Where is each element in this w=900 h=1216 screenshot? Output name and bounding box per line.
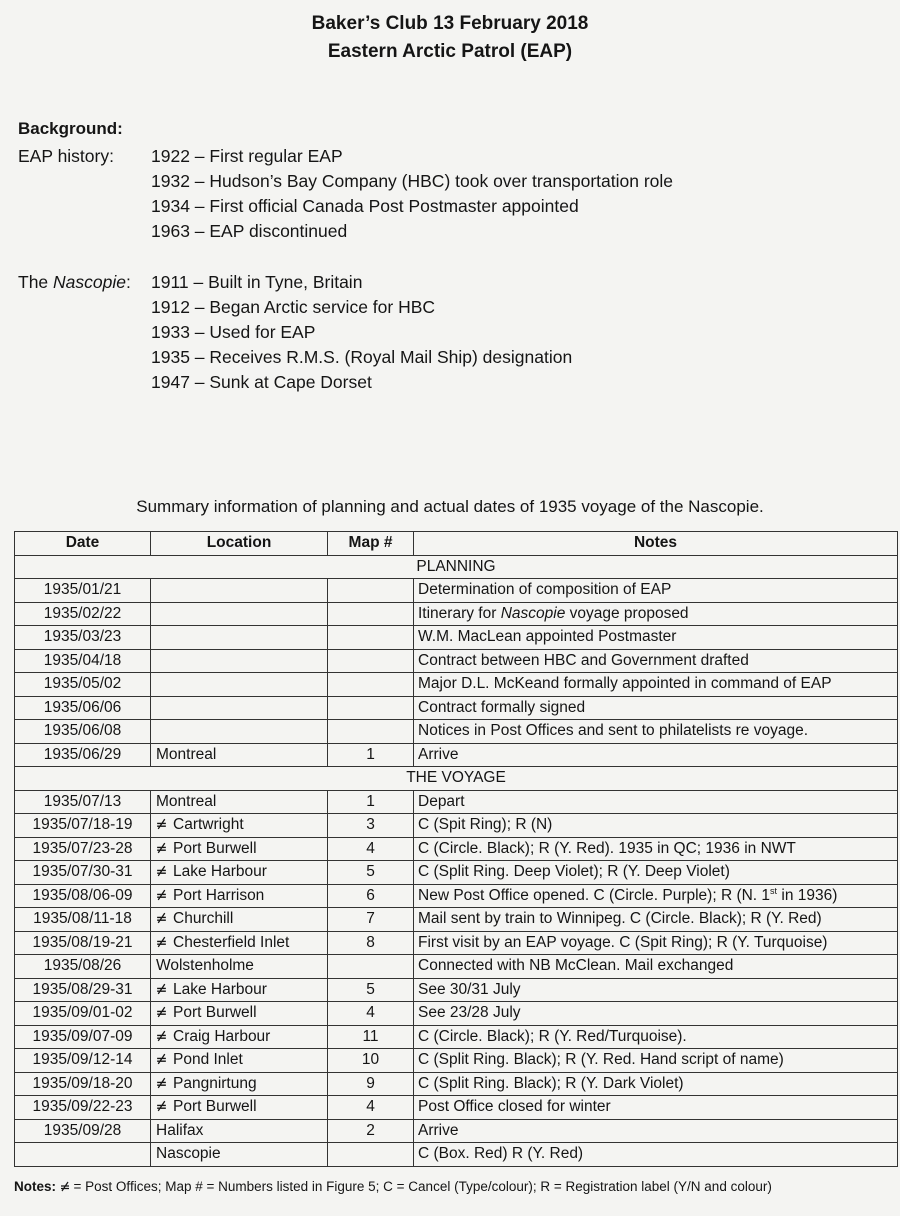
cell-notes: Determination of composition of EAP: [414, 579, 898, 603]
table-caption: Summary information of planning and actual dates of 1935 voyage of the Nascopie.: [136, 497, 764, 516]
cell-notes: W.M. MacLean appointed Postmaster: [414, 626, 898, 650]
cell-date: 1935/07/23-28: [15, 837, 151, 861]
cell-date: 1935/08/19-21: [15, 931, 151, 955]
table-row: [15, 1143, 898, 1167]
location-name: Lake Harbour: [173, 980, 267, 998]
cell-notes: C (Split Ring. Black); R (Y. Dark Violet): [414, 1072, 898, 1096]
cell-map-number: 4: [328, 837, 414, 861]
cell-date: 1935/09/01-02: [15, 1002, 151, 1026]
cell-notes: C (Split Ring. Deep Violet); R (Y. Deep Violet): [414, 861, 898, 885]
cell-notes: Post Office closed for winter: [414, 1096, 898, 1120]
cell-notes: See 30/31 July: [414, 978, 898, 1002]
table-row: [15, 626, 898, 650]
post-office-symbol-icon: [156, 934, 173, 952]
section-row: [15, 767, 898, 791]
cell-location: [151, 1096, 328, 1120]
cell-date: [15, 1143, 151, 1167]
cell-location: [151, 1049, 328, 1073]
cell-location: [151, 1119, 328, 1143]
location-name: Craig Harbour: [173, 1027, 271, 1045]
location-name: Nascopie: [156, 1145, 221, 1163]
table-row: [15, 790, 898, 814]
cell-location: [151, 720, 328, 744]
cell-date: 1935/07/30-31: [15, 861, 151, 885]
table-row: [15, 649, 898, 673]
cell-map-number: 1: [328, 743, 414, 767]
cell-notes: C (Box. Red) R (Y. Red): [414, 1143, 898, 1167]
post-office-symbol-icon: [60, 1179, 70, 1194]
table-row: [15, 673, 898, 697]
table-header-row: [15, 532, 898, 556]
cell-date: 1935/06/29: [15, 743, 151, 767]
notes-superscript: st: [770, 885, 778, 896]
cell-location: [151, 931, 328, 955]
cell-location: [151, 884, 328, 908]
location-name: Wolstenholme: [156, 957, 254, 975]
cell-date: 1935/08/26: [15, 955, 151, 979]
cell-date: 1935/08/29-31: [15, 978, 151, 1002]
location-name: Montreal: [156, 792, 217, 810]
cell-notes: Arrive: [414, 743, 898, 767]
cell-location: [151, 790, 328, 814]
cell-date: 1935/09/28: [15, 1119, 151, 1143]
cell-map-number: 9: [328, 1072, 414, 1096]
table-row: [15, 931, 898, 955]
cell-location: [151, 743, 328, 767]
cell-location: [151, 696, 328, 720]
cell-notes: Arrive: [414, 1119, 898, 1143]
nascopie-history-item: 1947 – Sunk at Cape Dorset: [151, 372, 372, 392]
location-name: Churchill: [173, 910, 234, 928]
cell-notes: Contract formally signed: [414, 696, 898, 720]
notes-text: New Post Office opened. C (Circle. Purple); R (N. 1: [418, 886, 771, 904]
notes-text: in 1936): [777, 886, 838, 904]
document-subtitle: Eastern Arctic Patrol (EAP): [327, 41, 573, 62]
cell-date: 1935/09/18-20: [15, 1072, 151, 1096]
cell-map-number: 1: [328, 790, 414, 814]
location-name: Chesterfield Inlet: [173, 933, 290, 951]
cell-location: [151, 1072, 328, 1096]
voyage-summary-table: [14, 531, 898, 1167]
cell-location: [151, 1143, 328, 1167]
nascopie-history-list: [151, 272, 572, 397]
cell-notes: [414, 884, 898, 908]
nascopie-label-suffix: :: [126, 272, 131, 292]
location-name: Port Burwell: [173, 1004, 257, 1022]
cell-location: [151, 861, 328, 885]
table-row: [15, 861, 898, 885]
table-row: [15, 1025, 898, 1049]
cell-location: [151, 908, 328, 932]
cell-map-number: 7: [328, 908, 414, 932]
cell-map-number: [328, 673, 414, 697]
nascopie-history-item: 1911 – Built in Tyne, Britain: [151, 272, 363, 292]
location-name: Montreal: [156, 745, 217, 763]
cell-date: 1935/07/13: [15, 790, 151, 814]
table-row: [15, 978, 898, 1002]
table-row: [15, 1096, 898, 1120]
eap-history-item: 1922 – First regular EAP: [151, 146, 343, 166]
cell-date: 1935/03/23: [15, 626, 151, 650]
cell-notes: C (Spit Ring); R (N): [414, 814, 898, 838]
location-name: Port Burwell: [173, 839, 257, 857]
cell-map-number: 2: [328, 1119, 414, 1143]
header-map: Map #: [328, 532, 414, 556]
cell-map-number: [328, 1143, 414, 1167]
location-name: Lake Harbour: [173, 863, 267, 881]
cell-map-number: 4: [328, 1096, 414, 1120]
cell-location: [151, 626, 328, 650]
cell-date: 1935/05/02: [15, 673, 151, 697]
table-row: [15, 743, 898, 767]
post-office-symbol-icon: [156, 910, 173, 928]
cell-date: 1935/09/22-23: [15, 1096, 151, 1120]
post-office-symbol-icon: [156, 1028, 173, 1046]
table-row: [15, 579, 898, 603]
cell-date: 1935/06/08: [15, 720, 151, 744]
location-name: Port Harrison: [173, 886, 265, 904]
table-row: [15, 1002, 898, 1026]
cell-map-number: 6: [328, 884, 414, 908]
table-row: [15, 720, 898, 744]
cell-date: 1935/02/22: [15, 602, 151, 626]
nascopie-history-label: [18, 272, 131, 293]
table-row: [15, 602, 898, 626]
eap-history-label: EAP history:: [18, 146, 114, 166]
notes-italic-text: Nascopie: [500, 604, 566, 622]
cell-map-number: [328, 649, 414, 673]
eap-history-item: 1934 – First official Canada Post Postmaster appointed: [151, 196, 579, 216]
cell-date: 1935/06/06: [15, 696, 151, 720]
header-date: Date: [15, 532, 151, 556]
table-row: [15, 884, 898, 908]
footnote-label: Notes:: [14, 1179, 57, 1194]
cell-notes: Notices in Post Offices and sent to philatelists re voyage.: [414, 720, 898, 744]
table-row: [15, 1072, 898, 1096]
post-office-symbol-icon: [156, 887, 173, 905]
cell-notes: C (Circle. Black); R (Y. Red/Turquoise).: [414, 1025, 898, 1049]
cell-location: [151, 978, 328, 1002]
location-name: Pangnirtung: [173, 1074, 257, 1092]
location-name: Port Burwell: [173, 1098, 257, 1116]
section-row: [15, 555, 898, 579]
cell-notes: Mail sent by train to Winnipeg. C (Circle. Black); R (Y. Red): [414, 908, 898, 932]
location-name: Halifax: [156, 1121, 204, 1139]
table-row: [15, 1049, 898, 1073]
cell-location: [151, 579, 328, 603]
cell-date: 1935/08/11-18: [15, 908, 151, 932]
cell-map-number: [328, 626, 414, 650]
notes-text: voyage proposed: [565, 604, 689, 622]
footnote-text: = Post Offices; Map # = Numbers listed in Figure 5; C = Cancel (Type/colour); R = Registration label (Y/N and colour): [69, 1179, 772, 1194]
post-office-symbol-icon: [156, 1098, 173, 1116]
nascopie-history-item: 1935 – Receives R.M.S. (Royal Mail Ship) designation: [151, 347, 573, 367]
cell-date: 1935/07/18-19: [15, 814, 151, 838]
cell-notes: Contract between HBC and Government drafted: [414, 649, 898, 673]
section-heading: THE VOYAGE: [15, 767, 898, 791]
header-notes: Notes: [414, 532, 898, 556]
post-office-symbol-icon: [156, 863, 173, 881]
table-row: [15, 814, 898, 838]
cell-map-number: 10: [328, 1049, 414, 1073]
cell-map-number: [328, 720, 414, 744]
nascopie-label-ship-name: Nascopie: [53, 272, 126, 292]
cell-date: 1935/04/18: [15, 649, 151, 673]
cell-notes: C (Circle. Black); R (Y. Red). 1935 in QC; 1936 in NWT: [414, 837, 898, 861]
cell-map-number: [328, 955, 414, 979]
cell-location: [151, 814, 328, 838]
cell-map-number: 4: [328, 1002, 414, 1026]
cell-date: 1935/09/07-09: [15, 1025, 151, 1049]
nascopie-history-item: 1912 – Began Arctic service for HBC: [151, 297, 436, 317]
post-office-symbol-icon: [156, 1051, 173, 1069]
cell-location: [151, 837, 328, 861]
cell-map-number: 5: [328, 861, 414, 885]
cell-location: [151, 673, 328, 697]
cell-location: [151, 955, 328, 979]
post-office-symbol-icon: [156, 981, 173, 999]
location-name: Pond Inlet: [173, 1051, 243, 1069]
table-row: [15, 1119, 898, 1143]
post-office-symbol-icon: [156, 1004, 173, 1022]
cell-notes: Depart: [414, 790, 898, 814]
cell-map-number: 3: [328, 814, 414, 838]
cell-date: 1935/09/12-14: [15, 1049, 151, 1073]
cell-date: 1935/08/06-09: [15, 884, 151, 908]
notes-text: Itinerary for: [418, 604, 501, 622]
eap-history-item: 1963 – EAP discontinued: [151, 221, 348, 241]
cell-notes: Connected with NB McClean. Mail exchanged: [414, 955, 898, 979]
cell-notes: [414, 602, 898, 626]
cell-date: 1935/01/21: [15, 579, 151, 603]
cell-map-number: [328, 602, 414, 626]
cell-notes: First visit by an EAP voyage. C (Spit Ring); R (Y. Turquoise): [414, 931, 898, 955]
cell-location: [151, 1025, 328, 1049]
cell-notes: C (Split Ring. Black); R (Y. Red. Hand script of name): [414, 1049, 898, 1073]
post-office-symbol-icon: [156, 816, 173, 834]
cell-map-number: 11: [328, 1025, 414, 1049]
eap-history-item: 1932 – Hudson’s Bay Company (HBC) took over transportation role: [151, 171, 674, 191]
table-row: [15, 908, 898, 932]
eap-history-list: [151, 146, 673, 246]
cell-location: [151, 602, 328, 626]
header-location: Location: [151, 532, 328, 556]
footnote: [14, 1179, 772, 1194]
cell-notes: Major D.L. McKeand formally appointed in command of EAP: [414, 673, 898, 697]
table-body: [15, 555, 898, 1166]
section-heading: PLANNING: [15, 555, 898, 579]
cell-map-number: [328, 696, 414, 720]
nascopie-history-item: 1933 – Used for EAP: [151, 322, 316, 342]
post-office-symbol-icon: [156, 840, 173, 858]
cell-map-number: 8: [328, 931, 414, 955]
cell-map-number: [328, 579, 414, 603]
background-heading: Background:: [18, 119, 123, 138]
table-row: [15, 837, 898, 861]
nascopie-label-prefix: The: [18, 272, 54, 292]
cell-map-number: 5: [328, 978, 414, 1002]
post-office-symbol-icon: [156, 1075, 173, 1093]
cell-location: [151, 649, 328, 673]
cell-location: [151, 1002, 328, 1026]
cell-notes: See 23/28 July: [414, 1002, 898, 1026]
table-row: [15, 955, 898, 979]
location-name: Cartwright: [173, 816, 244, 834]
table-row: [15, 696, 898, 720]
document-title: Baker’s Club 13 February 2018: [311, 13, 589, 34]
